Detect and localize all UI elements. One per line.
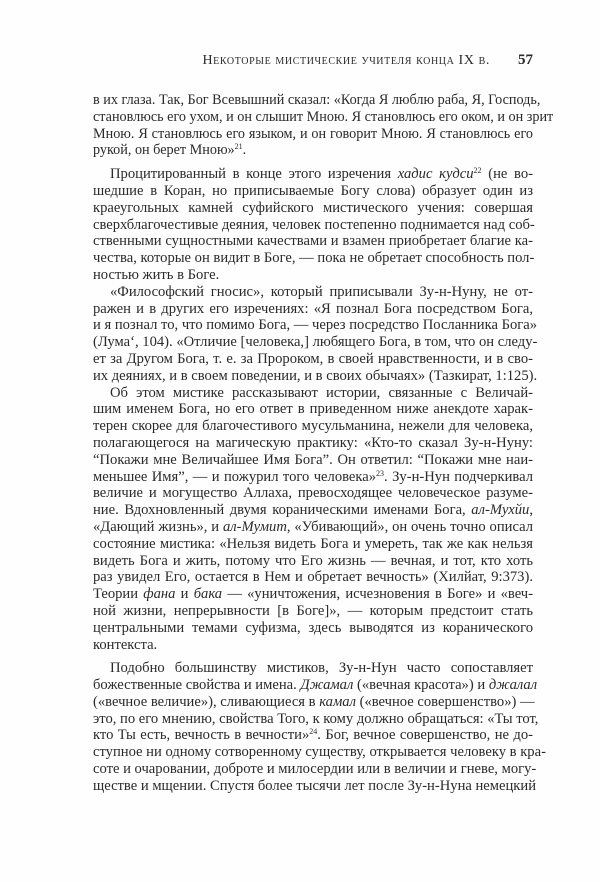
text-line — [93, 351, 533, 368]
italic-term: джалал — [488, 677, 538, 694]
text-span: полагающегося на магическую практику: «Кто-то сказал Зу-н-Нуну: — [93, 434, 533, 451]
footnote-ref: 22 — [473, 166, 482, 176]
text-span: Теории — [93, 586, 144, 603]
text-span: , — [529, 502, 533, 519]
text-line — [93, 200, 533, 217]
text-line — [93, 777, 537, 795]
text-span: чества, которые он видит в Боге, — пока не обретает способность пол- — [93, 250, 535, 267]
text-span: центральными темами суфизма, здесь выводятся из коранического — [93, 619, 533, 636]
text-line — [93, 519, 533, 536]
text-line — [93, 301, 533, 318]
italic-term: ал-Мумит — [222, 518, 287, 535]
page-number: 57 — [518, 52, 533, 68]
text-line — [93, 744, 546, 761]
text-span: ражен и в других его изречениях: «Я познал Бога посредством Бога, — [93, 300, 533, 317]
text-line — [93, 485, 533, 502]
text-span: Процитированный в конце этого изречения — [110, 166, 398, 183]
paragraph — [93, 385, 533, 654]
text-line — [93, 284, 533, 301]
body-text — [93, 92, 554, 795]
text-line — [93, 317, 538, 334]
text-span: ственными сущностными качествами и взамен приобретает благие ка- — [93, 233, 533, 250]
text-span: шедшие в Коран, но приписываемые Богу слова) образует один из — [93, 182, 533, 199]
text-line — [93, 660, 533, 677]
text-line — [93, 710, 539, 728]
text-line — [93, 727, 533, 744]
italic-term: бака — [193, 586, 223, 603]
text-line — [93, 418, 533, 435]
text-span: “Покажи мне Величайшее Имя Бога”. Он ответил: “Покажи мне наи- — [93, 451, 533, 468]
text-span: в их глаза. Так, Бог Всевышний сказал: «Когда Я люблю раба, Я, Господь, — [93, 92, 541, 108]
footnote-ref: 24 — [309, 727, 318, 737]
text-line — [93, 126, 533, 143]
text-span: Об этом мистике рассказывают истории, связанные с Величай- — [110, 384, 533, 401]
text-line — [93, 536, 533, 553]
text-line — [93, 401, 533, 418]
text-line — [93, 250, 533, 267]
text-line — [93, 166, 533, 183]
footnote-ref: 21 — [234, 142, 243, 152]
italic-term: хадис кудси — [397, 166, 474, 183]
text-line — [93, 142, 533, 159]
text-span: их деяниях, и в своем поведении, и в своих обычаях» (Тазкират, 1:125). — [93, 367, 538, 384]
text-line — [93, 367, 538, 385]
text-line — [93, 620, 533, 637]
text-span: . Бог, вечное совершенство, не до- — [317, 727, 534, 744]
text-line — [93, 92, 541, 109]
footnote-ref: 23 — [376, 468, 385, 478]
text-span: божественные свойства и имена. — [93, 677, 301, 694]
text-span: ние. Вдохновленный двумя кораническими именами Бога, — [93, 502, 472, 519]
text-line — [93, 108, 554, 126]
text-span: ностью жить в Боге. — [93, 266, 220, 283]
text-span: («вечная красота») и — [353, 677, 489, 694]
paragraph — [93, 283, 538, 385]
text-span: «Дающий жизнь», и — [93, 518, 223, 535]
text-line — [93, 334, 538, 351]
text-line — [93, 677, 538, 694]
text-span: рукой, он берет Мною» — [93, 142, 235, 159]
paragraph — [93, 166, 533, 284]
text-span: становлюсь его ухом, и он слышит Мною. Я становлюсь его оком, и он зрит — [93, 108, 554, 125]
text-span: — «уничтожения, исчезновения в Боге» и «веч- — [222, 586, 534, 603]
text-line — [93, 183, 533, 200]
text-line — [93, 761, 537, 778]
text-line — [93, 569, 533, 586]
text-line — [93, 502, 533, 519]
text-span: состояние мистика: «Нельзя видеть Бога и умереть, так же как нельзя — [93, 535, 533, 552]
text-line — [93, 267, 533, 284]
text-span: (не во- — [481, 166, 533, 183]
text-span: меньшее Имя”, — и пожурил того человека» — [93, 468, 377, 485]
text-span: «Философский гносис», который приписывали Зу-н-Нуну, не от- — [110, 283, 533, 300]
paragraph — [93, 660, 546, 794]
text-span: видеть Бога и жить, потому что Его жизнь — вечная, и тот, кто хоть — [93, 552, 533, 569]
text-span: сверхблагочестивые деяния, человек постепенно поднимается над соб- — [93, 216, 535, 233]
running-header — [93, 52, 533, 72]
text-line — [93, 469, 533, 486]
text-span: Мною. Я становлюсь его языком, и он говорит Мною. Я становлюсь его — [93, 125, 533, 142]
text-span: ступное ни одному сотворенному существу, открывается человеку в кра- — [93, 744, 546, 761]
text-span: ет за Другом Бога, т. е. за Пророком, в своей нравственности, и в сво- — [93, 350, 533, 367]
text-line — [93, 694, 533, 711]
italic-term: камал — [319, 693, 356, 710]
text-span: соте и очаровании, доброте и милосердии или в величии и гневе, могу- — [93, 761, 537, 778]
text-span: . Зу-н-Нун подчеркивал — [384, 468, 533, 485]
running-title: Некоторые мистические учителя конца IX в. — [202, 53, 490, 68]
text-span: (Лума‘, 104). «Отличие [человека,] любящего Бога, в том, что он следу- — [93, 334, 538, 351]
italic-term: Джамал — [300, 677, 354, 694]
text-line — [93, 385, 533, 402]
text-line — [93, 603, 533, 620]
text-span: ществе и мщении. Спустя более тысячи лет после Зу-н-Нуна немецкий — [93, 777, 537, 794]
text-span: величие и могущество Аллаха, превосходящее человеческое разуме- — [93, 485, 533, 502]
text-span: краеугольных камней суфийского мистического учения: совершая — [93, 199, 533, 216]
text-line — [93, 452, 533, 469]
italic-term: фана — [143, 586, 176, 603]
italic-term: ал-Мухйи — [471, 502, 530, 519]
text-span: («вечное совершенство») — — [355, 693, 535, 710]
text-span: . — [242, 142, 247, 159]
text-span: ной жизни, непрерывности [в Боге]», — которым предстоит стать — [93, 602, 533, 619]
text-span: шим именем Бога, но его ответ в приведенном ниже анекдоте харак- — [93, 401, 533, 418]
quote-paragraph — [93, 92, 554, 159]
text-line — [93, 586, 533, 603]
text-span: кто Ты есть, вечность в вечности» — [93, 727, 310, 744]
text-span: и — [175, 586, 194, 603]
text-span: это, по его мнению, свойства Того, к кому должно обращаться: «Ты тот, — [93, 710, 539, 727]
text-line — [93, 233, 533, 250]
text-span: , «Убивающий», он очень точно описал — [286, 518, 533, 535]
text-span: раз увидел Его, остается в Нем и обретает вечность» (Хилйат, 9:373). — [93, 569, 533, 586]
text-span: контекста. — [93, 636, 158, 653]
text-span: Подобно большинству мистиков, Зу-н-Нун часто сопоставляет — [110, 660, 533, 677]
text-line — [93, 435, 533, 452]
text-span: («вечное величие»), сливающиеся в — [93, 693, 320, 710]
text-line — [93, 553, 533, 570]
text-span: терен скорее для благочестивого мусульманина, нежели для человека, — [93, 418, 533, 435]
text-span: и я познал то, что помимо Бога, — через посредство Посланника Бога» — [93, 317, 538, 334]
text-line — [93, 217, 533, 234]
text-line — [93, 637, 533, 654]
